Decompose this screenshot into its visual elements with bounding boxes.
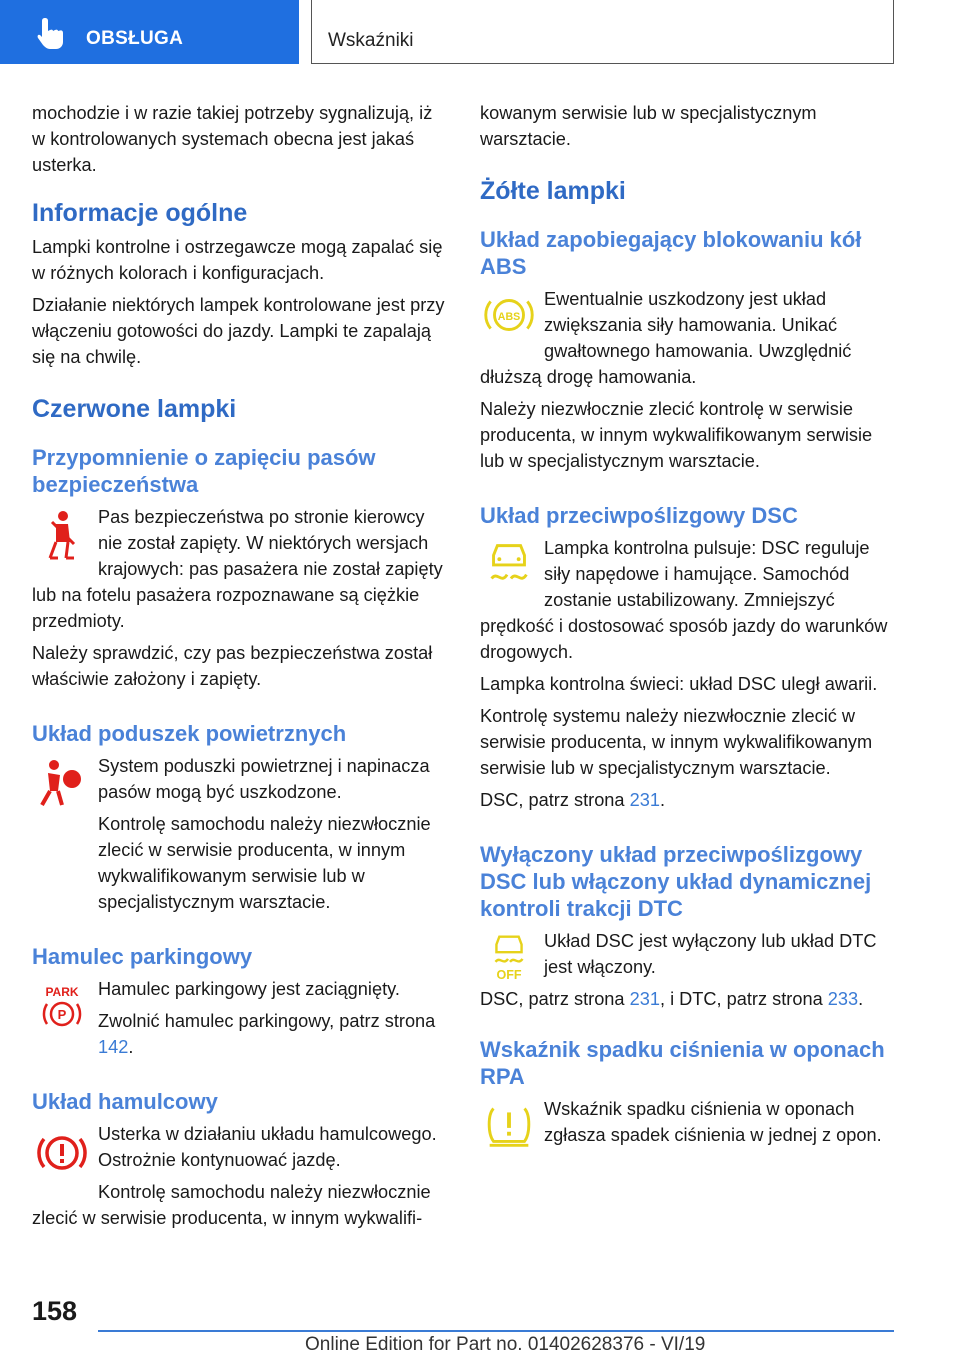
parking-paragraph-1: Hamulec parkingowy jest zaciągnięty.: [98, 979, 400, 999]
heading-seatbelt: Przypomnienie o zapięciu pasów bezpieczeństwa: [32, 445, 376, 497]
page-link-142[interactable]: 142: [98, 1037, 129, 1057]
heading-dsc-off: Wyłączony układ przeciwpoślizgowy DSC lub włączony układ dynamicznej kontroli trakcji DTC: [480, 842, 872, 921]
abs-paragraph-2: Należy niezwłocznie zlecić kontrolę w serwisie producenta, w innym wykwalifikowanym serwisie lub w specjalistycznym warsztacie.: [480, 399, 873, 471]
footer-edition: Online Edition for Part no. 01402628376 - VI/19: [305, 1334, 706, 1355]
chapter-tab-label: Wskaźniki: [328, 30, 414, 51]
dsc-paragraph-3: Kontrolę systemu należy niezwłocznie zlecić w serwisie producenta, w innym wykwalifikowanym serwisie lub w specjalistycznym warsztacie.: [480, 706, 873, 778]
heading-red-lamps: Czerwone lampki: [32, 395, 237, 423]
dsc-off-paragraph-1: Układ DSC jest wyłączony lub układ DTC jest włączony.: [544, 931, 877, 977]
dsc-paragraph-1: Lampka kontrolna pulsuje: DSC reguluje siły napędowe i hamujące. Samochód zostanie ustabilizowany. Zmniejszyć prędkość i dostosować sposób jazdy do warunków drogowych.: [480, 538, 888, 662]
heading-yellow-lamps: Żółte lampki: [480, 177, 626, 205]
dsc-section: [480, 535, 898, 665]
heading-parking-brake: Hamulec parkingowy: [32, 944, 253, 969]
page-link-231b[interactable]: 231: [629, 989, 660, 1009]
heading-rpa: Wskaźnik spadku ciśnienia w oponach RPA: [480, 1037, 885, 1089]
page-link-233[interactable]: 233: [827, 989, 859, 1009]
footer-divider: [98, 1330, 894, 1332]
section-tab[interactable]: [0, 0, 299, 64]
heading-brake-system: Układ hamulcowy: [32, 1089, 218, 1114]
tire-pressure-icon: [480, 1100, 538, 1150]
heading-abs: Układ zapobiegający blokowaniu kół ABS: [480, 227, 862, 279]
rpa-section: [480, 1096, 898, 1148]
abs-icon-text: ABS: [497, 310, 521, 323]
page-number: 158: [32, 1296, 78, 1326]
airbag-paragraph-2: Kontrolę samochodu należy niezwłocznie zlecić w serwisie producenta, w innym wykwalifikowanym serwisie lub w specjalistycznym warsztacie.: [98, 814, 431, 912]
brake-paragraph-1: Usterka w działaniu układu hamulcowego. Ostrożnie kontynuować jazdę.: [98, 1124, 437, 1170]
rpa-paragraph-1: Wskaźnik spadku ciśnienia w oponach zgłasza spadek ciśnienia w jednej z opon.: [544, 1099, 882, 1145]
dsc-off-section: [480, 928, 898, 1012]
seatbelt-section: [32, 504, 450, 634]
parking-brake-section: [32, 976, 450, 1060]
abs-section: [480, 286, 898, 390]
parking-paragraph-2: Zwolnić hamulec parkingowy, patrz strona 142.: [98, 1011, 436, 1057]
dsc-off-paragraph-2: DSC, patrz strona 231, i DTC, patrz strona 233.: [480, 989, 864, 1009]
left-column: [32, 100, 450, 1237]
dsc-off-icon: [480, 932, 538, 982]
dsc-paragraph-2: Lampka kontrolna świeci: układ DSC uległ awarii.: [480, 674, 878, 694]
right-column: [480, 100, 898, 1154]
heading-airbag: Układ poduszek powietrznych: [32, 721, 347, 746]
airbag-warning-icon: [32, 757, 92, 813]
info-paragraph-1: Lampki kontrolne i ostrzegawcze mogą zapalać się w różnych kolorach i konfiguracjach.: [32, 237, 443, 283]
airbag-paragraph-1: System poduszki powietrznej i napinacza pasów mogą być uszkodzone.: [98, 756, 430, 802]
parking-brake-icon: [32, 980, 92, 1036]
airbag-section: [32, 753, 450, 805]
seatbelt-paragraph-1: Pas bezpieczeństwa po stronie kierowcy nie został zapięty. W niektórych wersjach krajowych: pas pasażera nie został zapięty lub na fotelu pasażera rozpoznawane są ciężkie przedmioty.: [32, 507, 443, 631]
seatbelt-paragraph-2: Należy sprawdzić, czy pas bezpieczeństwa został właściwie założony i zapięty.: [32, 643, 433, 689]
info-paragraph-2: Działanie niektórych lampek kontrolowane jest przy włączeniu gotowości do jazdy. Lampki te zapalają się na chwilę.: [32, 295, 445, 367]
intro-text: mochodzie i w razie takiej potrzeby sygnalizują, iż w kontrolowanych systemach obecna jest jakaś usterka.: [32, 103, 433, 175]
section-tab-label: OBSŁUGA: [86, 28, 184, 49]
svg-text:P: P: [57, 1007, 67, 1022]
heading-general-info: Informacje ogólne: [32, 199, 248, 227]
hand-pointer-icon: [36, 16, 66, 50]
dsc-paragraph-4: DSC, patrz strona 231.: [480, 790, 666, 810]
page-link-231[interactable]: 231: [629, 790, 660, 810]
abs-paragraph-1: Ewentualnie uszkodzony jest układ zwiększania siły hamowania. Unikać gwałtownego hamowania. Uwzględnić dłuższą drogę hamowania.: [480, 289, 852, 387]
chapter-tab[interactable]: [311, 0, 894, 64]
dsc-off-icon-text: OFF: [496, 968, 522, 982]
brake-paragraph-2: Kontrolę samochodu należy niezwłocznie zlecić w serwisie producenta, w innym wykwalifi-: [32, 1182, 431, 1228]
brake-system-section: [32, 1121, 450, 1173]
dsc-skid-icon: [480, 539, 538, 589]
seatbelt-warning-icon: [32, 508, 92, 564]
brake-warning-icon: [32, 1125, 92, 1181]
abs-warning-icon: [480, 290, 538, 340]
heading-dsc: Układ przeciwpoślizgowy DSC: [480, 503, 798, 528]
continued-text: kowanym serwisie lub w specjalistycznym warsztacie.: [480, 103, 817, 149]
park-icon-text: PARK: [45, 985, 79, 999]
